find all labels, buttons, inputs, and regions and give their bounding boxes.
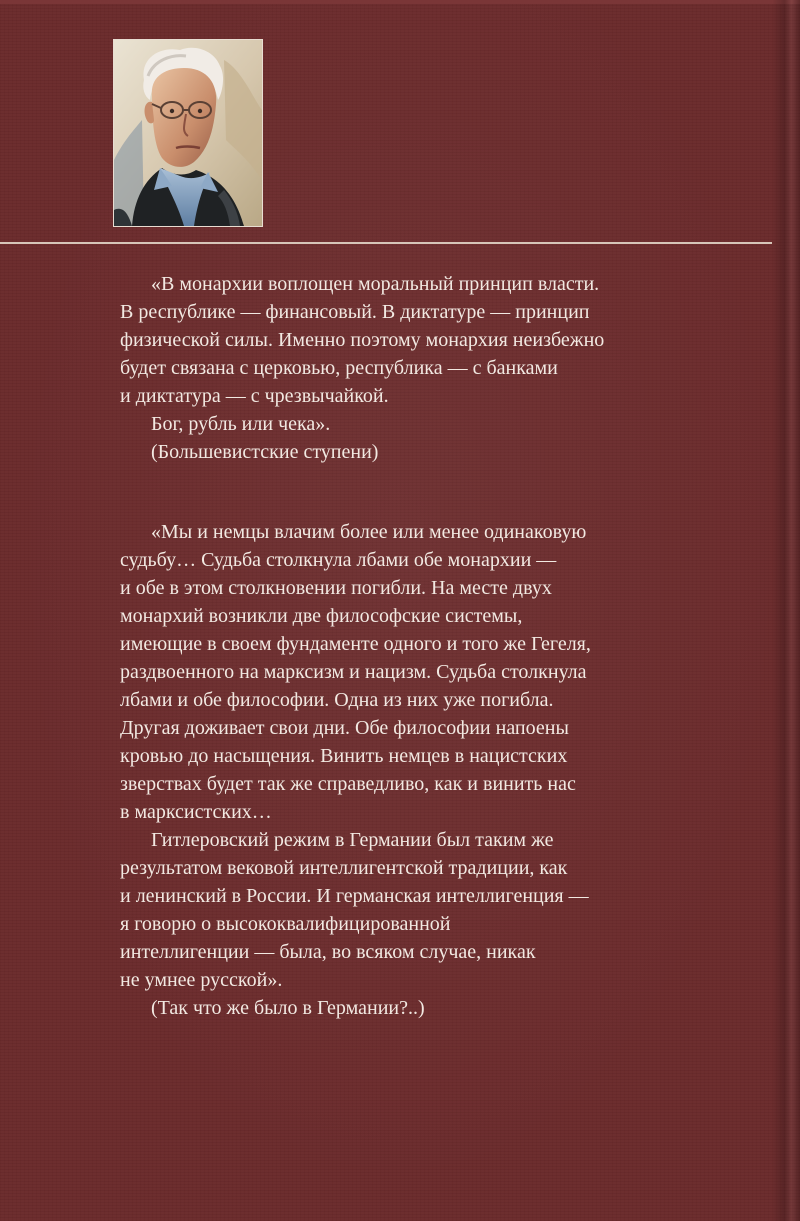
quote-line: в марксистских… [120, 801, 272, 823]
spine-edge [772, 0, 800, 1221]
author-portrait [113, 39, 263, 227]
quote-line: раздвоенного на марксизм и нацизм. Судьба столкнула [120, 661, 587, 683]
quote-line: результатом вековой интеллигентской традиции, как [120, 857, 568, 879]
quote-line: имеющие в своем фундаменте одного и того же Гегеля, [120, 633, 591, 655]
quote-line: судьбу… Судьба столкнула лбами обе монархии — [120, 549, 557, 571]
author-portrait-painting [114, 40, 262, 226]
quote-line: зверствах будет так же справедливо, как и винить нас [120, 773, 576, 795]
quote-line: «Мы и немцы влачим более или менее одинаковую [151, 521, 587, 543]
quote-line: интеллигенции — была, во всяком случае, никак [120, 941, 536, 963]
quote-line: кровью до насыщения. Винить немцев в нацистских [120, 745, 568, 767]
quote-germany [120, 518, 740, 1022]
quote-line: физической силы. Именно поэтому монархия неизбежно [120, 329, 605, 351]
quote-line: я говорю о высококвалифицированной [120, 913, 451, 935]
quote-line: Другая доживает свои дни. Обе философии напоены [120, 717, 569, 739]
quote-line: и обе в этом столкновении погибли. На месте двух [120, 577, 552, 599]
quote-line: «В монархии воплощен моральный принцип власти. [151, 273, 600, 295]
quote-line: Бог, рубль или чека». [151, 413, 331, 435]
quote-line: и ленинский в России. И германская интеллигенция — [120, 885, 589, 907]
quote-line: будет связана с церковью, республика — с банками [120, 357, 558, 379]
quote-source: (Так что же было в Германии?..) [151, 997, 425, 1019]
quote-monarchy [120, 270, 740, 466]
horizontal-rule [0, 242, 772, 244]
quote-source: (Большевистские ступени) [151, 441, 379, 463]
quote-line: и диктатура — с чрезвычайкой. [120, 385, 389, 407]
quote-line: монархий возникли две философские системы, [120, 605, 523, 627]
quotes-block [120, 270, 740, 1022]
quote-line: лбами и обе философии. Одна из них уже погибла. [120, 689, 554, 711]
cover-top-edge [0, 0, 800, 4]
quote-line: В республике — финансовый. В диктатуре — принцип [120, 301, 590, 323]
paragraph-gap [120, 466, 740, 518]
quote-line: не умнее русской». [120, 969, 283, 991]
quote-line: Гитлеровский режим в Германии был таким же [151, 829, 554, 851]
